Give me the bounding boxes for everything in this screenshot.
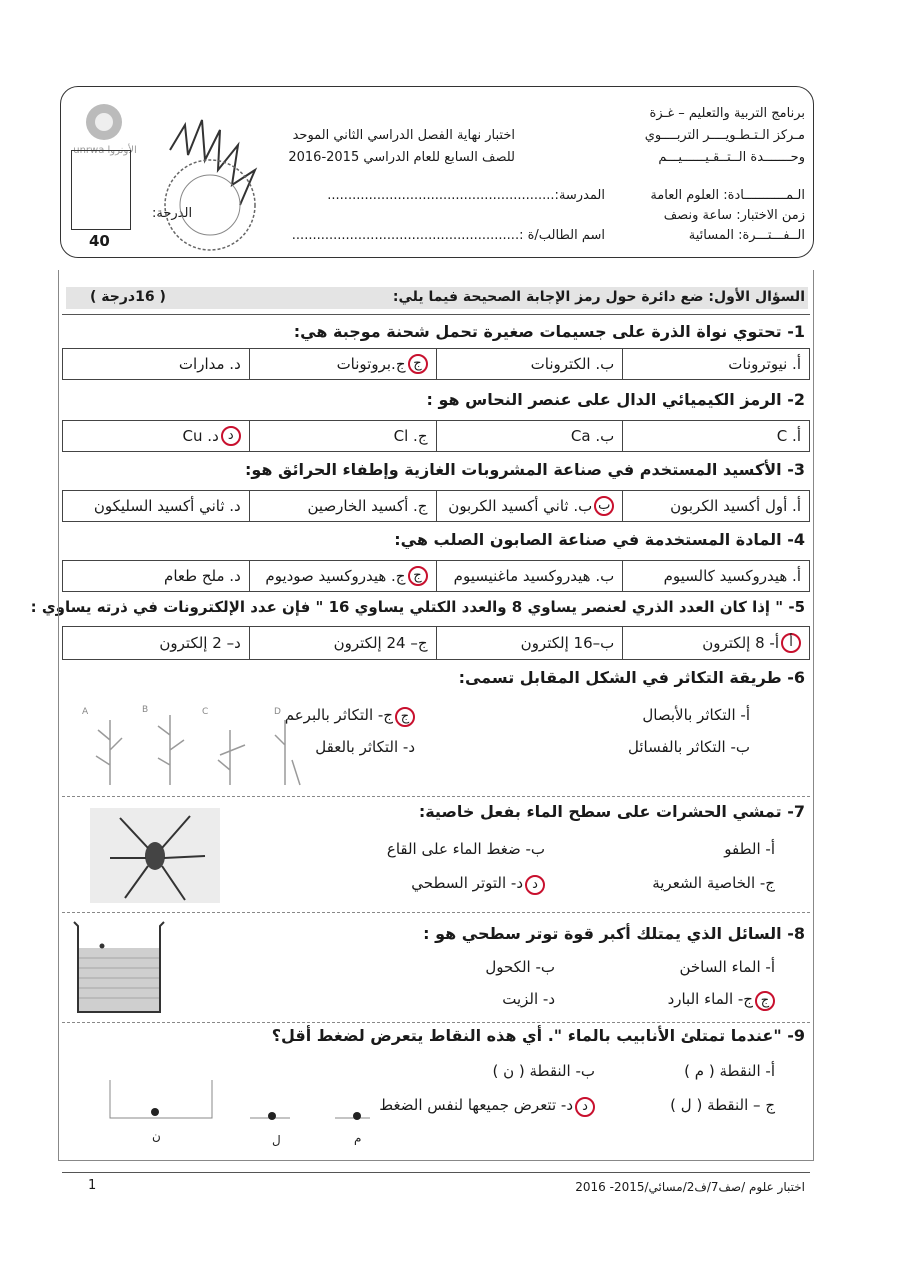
section-marks: ( 16درجة )	[90, 289, 166, 305]
page-number: 1	[88, 1178, 97, 1193]
period-value: المسائية	[688, 228, 734, 243]
option[interactable]: ب. Ca	[436, 421, 623, 451]
option[interactable]: د- التكاثر بالعقل	[315, 738, 415, 756]
footer-code: اختبار علوم /صف7/ف2/مسائي/2015- 2016	[575, 1180, 805, 1194]
figure9-label: ل	[272, 1133, 281, 1147]
option[interactable]: أ- التكاثر بالأبصال	[642, 706, 750, 724]
figure6-label: C	[202, 707, 209, 717]
option[interactable]: أ. أول أكسيد الكربون	[622, 491, 809, 521]
option[interactable]: ج– 24 إلكترون	[249, 627, 436, 659]
header-right-line-1: برنامج التربية والتعليم – غـزة	[649, 106, 805, 121]
answer-circle-icon: ب	[594, 496, 614, 516]
option[interactable]: ب. هيدروكسيد ماغنيسيوم	[436, 561, 623, 591]
stamp-signature	[140, 110, 290, 260]
option[interactable]: أ. C	[622, 421, 809, 451]
option[interactable]: ب. الكترونات	[436, 349, 623, 379]
figure6-label: D	[274, 707, 281, 717]
figure9-label: ن	[152, 1129, 161, 1143]
option[interactable]: ب- التكاثر بالفسائل	[627, 738, 750, 756]
header-right-line-3: وحـــــــدة الــتــقـيــــــيـــم	[658, 150, 805, 165]
period-label: الــفـــتـــرة:	[738, 228, 805, 243]
answer-circle-icon: ج	[408, 354, 428, 374]
header-exam-year: للصف السابع للعام الدراسي 2015-2016	[288, 150, 515, 165]
option[interactable]: د. ملح طعام	[164, 567, 241, 585]
answer-circle-icon: ج	[408, 566, 428, 586]
option[interactable]: د- الزيت	[502, 990, 555, 1008]
grade-label: الدرجة:	[152, 206, 193, 221]
option-answer[interactable]: ج ج.بروتونات	[249, 349, 436, 379]
period-row	[689, 228, 805, 243]
unrwa-logo-text: unrwa الأونروا	[73, 145, 137, 156]
option-answer[interactable]: ب ب. ثاني أكسيد الكربون	[436, 491, 623, 521]
question-5: 5- " إذا كان العدد الذري لعنصر يساوي 8 والعدد الكتلي يساوي 16 " فإن عدد الإلكترونات في ذرته يساوي :	[30, 598, 805, 616]
option[interactable]: ب- الكحول	[485, 958, 555, 976]
option-answer[interactable]: أ أ- 8 إلكترون	[622, 627, 809, 659]
figure6-label: B	[142, 705, 149, 715]
option[interactable]: أ. هيدروكسيد كالسيوم	[622, 561, 809, 591]
question-8: 8- السائل الذي يمتلك أكبر قوة توتر سطحي هو :	[423, 924, 805, 943]
question-6: 6- طريقة التكاثر في الشكل المقابل تسمى:	[458, 668, 805, 687]
option[interactable]: ب- ضغط الماء على القاع	[386, 840, 545, 858]
max-score: 40	[89, 232, 110, 250]
figure9-label: م	[354, 1131, 362, 1145]
question-9: 9- "عندما تمتلئ الأنابيب بالماء ". أي هذه النقاط يتعرض لضغط أقل؟	[271, 1026, 805, 1045]
student-name-field: اسم الطالب/ة :.......................................................	[291, 228, 605, 243]
question-3: 3- الأكسيد المستخدم في صناعة المشروبات الغازية وإطفاء الحرائق هو:	[244, 460, 805, 479]
option[interactable]: ب- النقطة ( ن )	[492, 1062, 595, 1080]
score-box	[71, 150, 131, 230]
footer-divider	[62, 1172, 810, 1173]
option[interactable]: أ- النقطة ( م )	[684, 1062, 775, 1080]
question-7: 7- تمشي الحشرات على سطح الماء بفعل خاصية:	[418, 802, 805, 821]
time-label: زمن الاختبار:	[736, 208, 805, 223]
subject-value: العلوم العامة	[650, 188, 720, 203]
option[interactable]: أ- الطفو	[724, 840, 775, 858]
figure6-label: A	[82, 707, 89, 717]
option[interactable]: ب–16 إلكترون	[436, 627, 623, 659]
option[interactable]: ج- الخاصية الشعرية	[652, 874, 775, 892]
question-1: 1- تحتوي نواة الذرة على جسيمات صغيرة تحمل شحنة موجبة هي:	[293, 322, 805, 341]
answer-circle-icon: د	[221, 426, 241, 446]
answer-circle-icon: ج	[755, 991, 775, 1011]
time-value: ساعة ونصف	[663, 208, 733, 223]
option[interactable]: أ- الماء الساخن	[679, 958, 775, 976]
answer-circle-icon: د	[575, 1097, 595, 1117]
option[interactable]: د. ثاني أكسيد السليكون	[93, 497, 241, 515]
option[interactable]: أ. نيوترونات	[622, 349, 809, 379]
unrwa-logo-icon	[74, 100, 134, 146]
question-2: 2- الرمز الكيميائي الدال على عنصر النحاس هو :	[426, 390, 805, 409]
option-answer[interactable]: ج ج. هيدروكسيد صوديوم	[249, 561, 436, 591]
section-title: السؤال الأول: ضع دائرة حول رمز الإجابة الصحيحة فيما يلي:	[392, 289, 805, 305]
option-answer[interactable]: دد- تتعرض جميعها لنفس الضغط	[379, 1096, 595, 1117]
question-4: 4- المادة المستخدمة في صناعة الصابون الصلب هي:	[394, 530, 805, 549]
answer-circle-icon: أ	[781, 633, 801, 653]
content-frame	[58, 270, 814, 1161]
option-answer[interactable]: جج- التكاثر بالبرعم	[285, 706, 415, 727]
answer-circle-icon: ج	[395, 707, 415, 727]
subject-row	[650, 188, 805, 203]
option[interactable]: ج. أكسيد الخارصين	[249, 491, 436, 521]
option[interactable]: د– 2 إلكترون	[159, 634, 241, 652]
option-answer[interactable]: د د. Cu	[63, 421, 249, 451]
answer-circle-icon: د	[525, 875, 545, 895]
option[interactable]: ج – النقطة ( ل )	[670, 1096, 775, 1114]
option-answer[interactable]: جج- الماء البارد	[668, 990, 775, 1011]
time-row	[664, 208, 805, 223]
option-answer[interactable]: دد- التوتر السطحي	[411, 874, 545, 895]
option[interactable]: د. مدارات	[178, 355, 241, 373]
school-field: المدرسة:.......................................................	[327, 188, 605, 203]
subject-label: الـمـــــــــــادة:	[723, 188, 805, 203]
option[interactable]: ج. Cl	[249, 421, 436, 451]
header-right-line-2: مـركز الـتـطـويــــر التربــــوي	[644, 128, 805, 143]
header-exam-title: اختبار نهاية الفصل الدراسي الثاني الموحد	[292, 128, 515, 143]
